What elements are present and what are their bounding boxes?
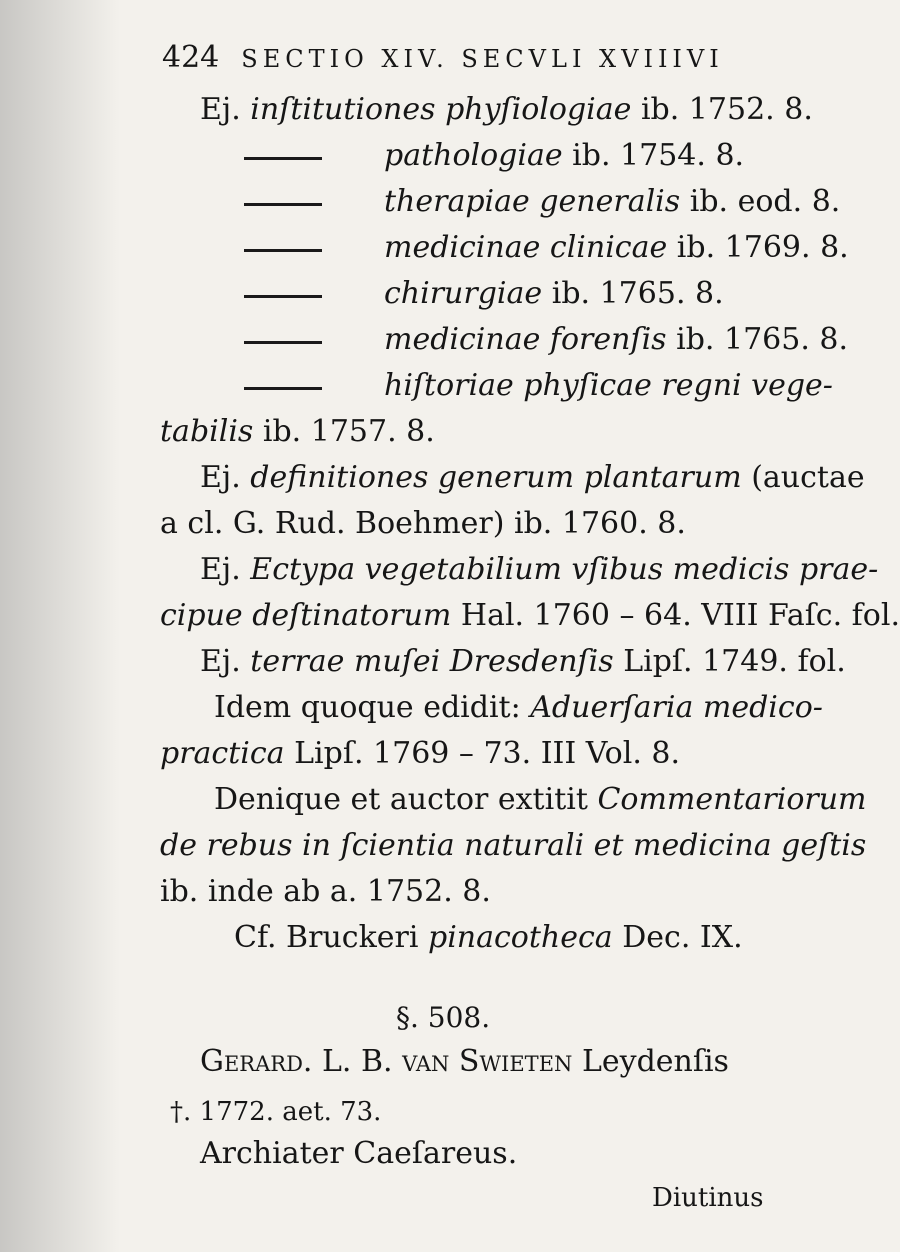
- page-number: 424: [162, 40, 220, 75]
- body-text: Leydenſis: [581, 1044, 729, 1079]
- title-italic: therapiae generalis: [384, 184, 681, 219]
- entry-line: [200, 552, 878, 588]
- title-italic: inſtitutiones phyſiologiae: [250, 92, 632, 127]
- ditto-dash: [244, 157, 322, 160]
- entry-line: [160, 874, 491, 910]
- imprint: Lipſ. 1769 – 73. III Vol. 8.: [294, 736, 681, 771]
- imprint: Lipſ. 1749. fol.: [623, 644, 846, 679]
- entry-line: [160, 828, 866, 864]
- ditto-dash: [244, 203, 322, 206]
- ej-label: Ej.: [200, 644, 241, 679]
- entry-line: [200, 92, 813, 128]
- body-text: Denique et auctor extitit: [214, 782, 588, 817]
- body-text: Dec. IX.: [622, 920, 743, 955]
- ej-label: Ej.: [200, 92, 241, 127]
- imprint: a cl. G. Rud. Boehmer) ib. 1760. 8.: [160, 506, 686, 541]
- entry-line: [384, 276, 724, 312]
- title-italic: medicinae clinicae: [384, 230, 668, 265]
- reference-line: [234, 920, 743, 956]
- title-italic: tabilis: [160, 414, 254, 449]
- ditto-dash: [244, 387, 322, 390]
- title-italic: pathologiae: [384, 138, 563, 173]
- entry-line: [214, 690, 823, 726]
- imprint: ib. 1765. 8.: [551, 276, 724, 311]
- running-header: [162, 40, 724, 75]
- entry-line: [200, 460, 865, 496]
- entry-line: [384, 368, 833, 404]
- entry-line: [384, 322, 848, 358]
- entry-line: [160, 506, 686, 542]
- title-italic: medicinae forenſis: [384, 322, 667, 357]
- section-heading: §. 508.: [396, 1001, 491, 1034]
- title-italic: cipue deſtinatorum: [160, 598, 452, 633]
- ditto-dash: [244, 341, 322, 344]
- death-line: †. 1772. aet. 73.: [170, 1097, 382, 1127]
- ditto-dash: [244, 249, 322, 252]
- body-text: Cf. Bruckeri: [234, 920, 419, 955]
- imprint: (auctae: [751, 460, 865, 495]
- body-text: Idem quoque edidit:: [214, 690, 521, 725]
- title-italic: Aduerſaria medico-: [530, 690, 823, 725]
- imprint: Hal. 1760 – 64. VIII Faſc. fol.: [460, 598, 900, 633]
- ej-label: Ej.: [200, 460, 241, 495]
- imprint: ib. 1765. 8.: [676, 322, 849, 357]
- entry-line: [214, 782, 867, 818]
- imprint: ib. 1769. 8.: [676, 230, 849, 265]
- title-italic: hiſtoriae phyſicae regni vege-: [384, 368, 833, 403]
- title-italic: Ectypa vegetabilium vſibus medicis prae-: [250, 552, 879, 587]
- entry-line: [160, 414, 435, 450]
- title-italic: definitiones generum plantarum: [250, 460, 742, 495]
- entry-line: [384, 230, 849, 266]
- imprint: ib. eod. 8.: [689, 184, 841, 219]
- entry-line: [384, 184, 840, 220]
- title-italic: practica: [160, 736, 285, 771]
- running-title: SECTIO XIV. SECVLI XVIIIVI: [241, 45, 724, 73]
- entry-line: [160, 736, 680, 772]
- title-italic: terrae muſei Dresdenſis: [250, 644, 614, 679]
- title-italic: pinacotheca: [428, 920, 613, 955]
- imprint: ib. 1752. 8.: [640, 92, 813, 127]
- person-name: Gerard. L. B. van Swieten: [200, 1044, 573, 1079]
- imprint: ib. 1754. 8.: [572, 138, 745, 173]
- title-italic: de rebus in ſcientia naturali et medicina geſtis: [160, 828, 867, 863]
- page-gutter-shadow: [0, 0, 120, 1252]
- ej-label: Ej.: [200, 552, 241, 587]
- office-line: Archiater Caeſareus.: [200, 1136, 518, 1171]
- imprint: ib. 1757. 8.: [262, 414, 435, 449]
- ditto-dash: [244, 295, 322, 298]
- entry-line: [200, 644, 846, 680]
- title-italic: Commentariorum: [597, 782, 867, 817]
- entry-line: [160, 598, 900, 634]
- title-italic: chirurgiae: [384, 276, 543, 311]
- entry-line: [200, 1044, 729, 1080]
- entry-line: [384, 138, 744, 174]
- body-text: ib. inde ab a. 1752. 8.: [160, 874, 491, 909]
- catchword: Diutinus: [652, 1183, 764, 1213]
